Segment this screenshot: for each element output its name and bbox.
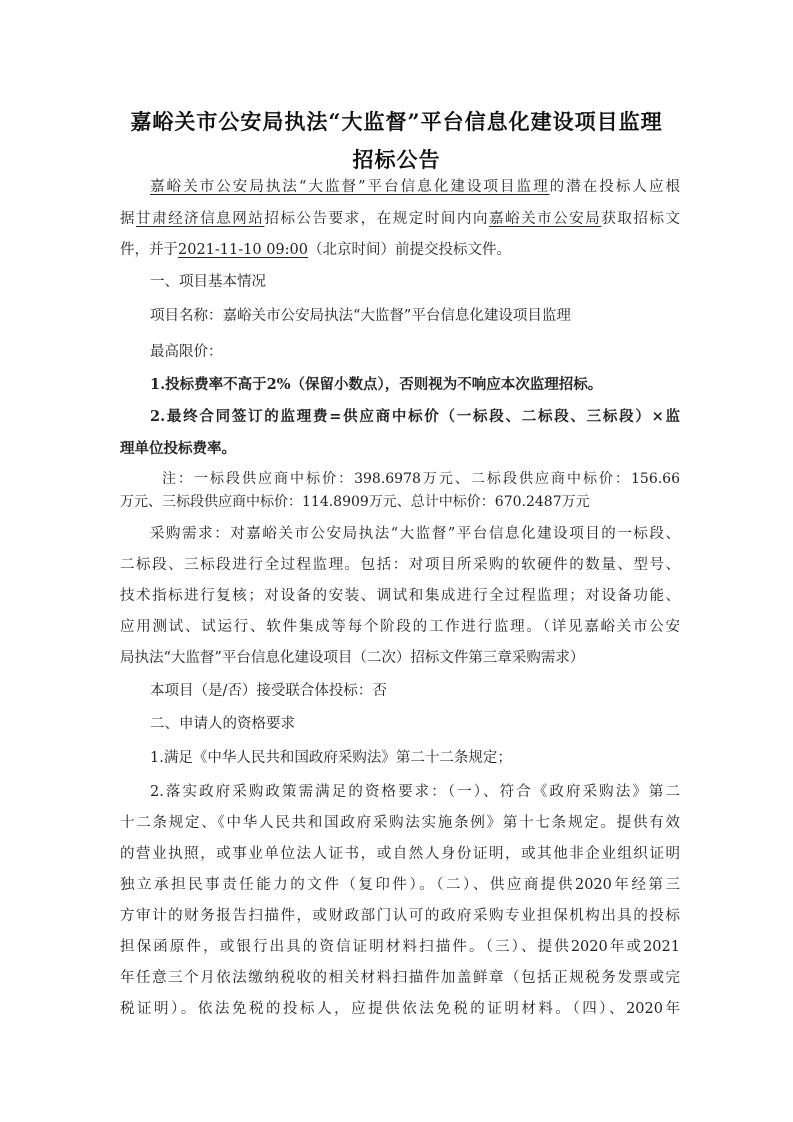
intro-text: （北京时间）前提交投标文件。 — [308, 242, 511, 258]
qualification-item-2-line-5: 方审计的财务报告扫描件，或财政部门认可的政府采购专业担保机构出具的投标 — [120, 908, 680, 924]
intro-text: 的潜在投标人应根 — [549, 179, 681, 195]
qualification-item-2-line-1: 2.落实政府采购政策需满足的资格要求：（一）、符合《政府采购法》第二 — [150, 784, 680, 800]
fee-formula-line-2: 理单位投标费率。 — [120, 440, 236, 457]
qualification-item-2-line-4: 独立承担民事责任能力的文件（复印件）。（二）、供应商提供2020年经第三 — [120, 877, 680, 893]
price-limit-label: 最高限价： — [150, 344, 223, 360]
section2-heading: 二、申请人的资格要求 — [150, 716, 295, 732]
agency-link: 嘉峪关市公安局 — [489, 211, 602, 227]
demand-line-4: 应用测试、试运行、软件集成等每个阶段的工作进行监理。（详见嘉峪关市公安 — [120, 619, 680, 635]
note-line-1: 注：一标段供应商中标价：398.6978万元、二标段供应商中标价：156.66 — [162, 471, 680, 487]
note-line-2: 万元、三标段供应商中标价：114.8909万元、总计中标价：670.2487万元 — [120, 494, 590, 510]
consortium-line: 本项目（是/否）接受联合体投标：否 — [150, 683, 387, 699]
qualification-item-2-line-6: 担保函原件，或银行出具的资信证明材料扫描件。（三）、提供2020年或2021 — [120, 939, 680, 955]
section1-heading: 一、项目基本情况 — [150, 274, 266, 290]
fee-rate-item: 1.投标费率不高于2%（保留小数点），否则视为不响应本次监理招标。 — [150, 376, 603, 393]
fee-formula-line-1: 2.最终合同签订的监理费=供应商中标价（一标段、二标段、三标段）×监 — [150, 408, 680, 425]
demand-line-1: 采购需求：对嘉峪关市公安局执法“大监督”平台信息化建设项目的一标段、 — [150, 526, 680, 542]
document-subtitle: 招标公告 — [352, 147, 441, 172]
qualification-item-2-line-3: 的营业执照，或事业单位法人证书，或自然人身份证明，或其他非企业组织证明 — [120, 846, 680, 862]
deadline-datetime: 2021-11-10 09:00 — [178, 242, 308, 258]
project-name-line: 项目名称：嘉峪关市公安局执法“大监督”平台信息化建设项目监理 — [150, 308, 571, 324]
project-name-link: 嘉峪关市公安局执法“大监督”平台信息化建设项目监理 — [150, 179, 550, 195]
intro-line-2 — [120, 209, 680, 229]
intro-text: 件，并于 — [120, 242, 178, 258]
demand-line-3: 技术指标进行复核；对设备的安装、调试和集成进行全过程监理；对设备功能、 — [120, 588, 680, 604]
demand-line-5: 局执法“大监督”平台信息化建设项目（二次）招标文件第三章采购需求） — [120, 650, 585, 666]
qualification-item-2-line-2: 十二条规定、《中华人民共和国政府采购法实施条例》第十七条规定。提供有效 — [120, 815, 680, 831]
intro-text: 招标公告要求，在规定时间内向 — [264, 211, 490, 227]
intro-text: 据 — [120, 211, 137, 227]
document-title: 嘉峪关市公安局执法“大监督”平台信息化建设项目监理 — [130, 109, 663, 134]
qualification-item-1: 1.满足《中华人民共和国政府采购法》第二十二条规定； — [150, 750, 512, 766]
intro-line-1 — [150, 177, 680, 197]
demand-line-2: 二标段、三标段进行全过程监理。包括：对项目所采购的软硬件的数量、型号、 — [120, 557, 680, 573]
intro-text: 获取招标文 — [601, 211, 681, 227]
intro-line-3 — [120, 240, 680, 260]
website-link: 甘肃经济信息网站 — [136, 211, 265, 227]
qualification-item-2-line-8: 税证明）。依法免税的投标人，应提供依法免税的证明材料。（四）、2020年 — [120, 1001, 680, 1017]
qualification-item-2-line-7: 年任意三个月依法缴纳税收的相关材料扫描件加盖鲜章（包括正规税务发票或完 — [120, 970, 680, 986]
